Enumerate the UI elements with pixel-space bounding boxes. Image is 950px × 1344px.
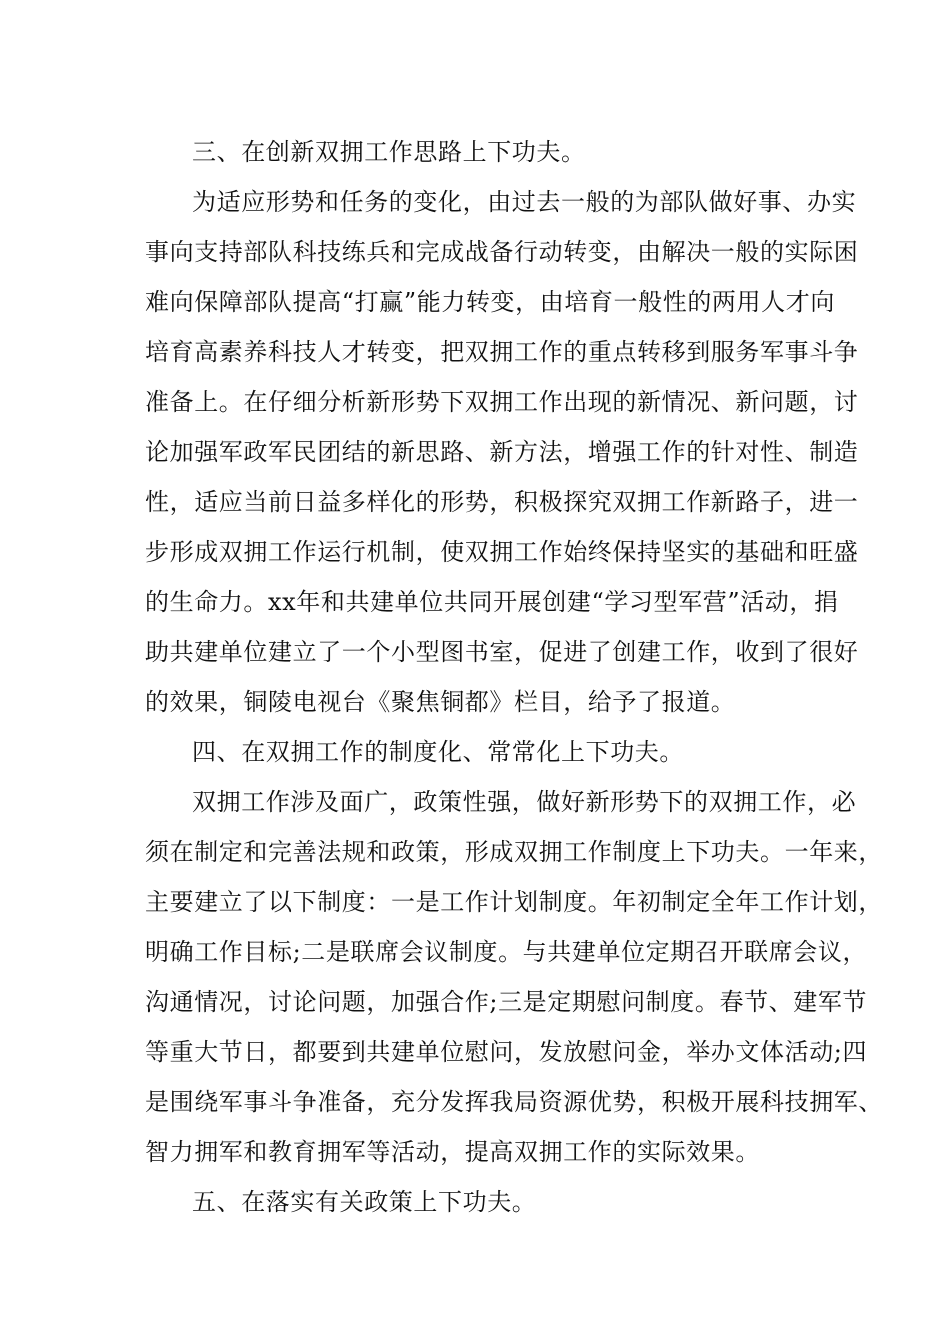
heading-section-4: 四、在双拥工作的制度化、常常化上下功夫。 [192, 738, 684, 766]
paragraph-line: 培育高素养科技人才转变，把双拥工作的重点转移到服务军事斗争 [145, 338, 859, 366]
paragraph-line: 须在制定和完善法规和政策，形成双拥工作制度上下功夫。一年来， [145, 838, 883, 866]
paragraph-line: 的生命力。xx年和共建单位共同开展创建“学习型军营”活动，捐 [145, 588, 839, 616]
paragraph-line: 双拥工作涉及面广，政策性强，做好新形势下的双拥工作，必 [192, 788, 857, 816]
paragraph-line: 沟通情况，讨论问题，加强合作;三是定期慰问制度。春节、建军节 [145, 988, 868, 1016]
heading-section-5: 五、在落实有关政策上下功夫。 [192, 1188, 537, 1216]
paragraph-line: 难向保障部队提高“打赢”能力转变，由培育一般性的两用人才向 [145, 288, 835, 316]
paragraph-line: 主要建立了以下制度：一是工作计划制度。年初制定全年工作计划， [145, 888, 883, 916]
paragraph-line: 论加强军政军民团结的新思路、新方法，增强工作的针对性、制造 [145, 438, 859, 466]
heading-section-3: 三、在创新双拥工作思路上下功夫。 [192, 138, 586, 166]
paragraph-line: 等重大节日，都要到共建单位慰问，发放慰问金，举办文体活动;四 [145, 1038, 868, 1066]
paragraph-line: 性，适应当前日益多样化的形势，积极探究双拥工作新路子，进一 [145, 488, 859, 516]
paragraph-line: 是围绕军事斗争准备，充分发挥我局资源优势，积极开展科技拥军、 [145, 1088, 883, 1116]
paragraph-line: 的效果，铜陵电视台《聚焦铜都》栏目，给予了报道。 [145, 688, 736, 716]
paragraph-line: 为适应形势和任务的变化，由过去一般的为部队做好事、办实 [192, 188, 857, 216]
paragraph-line: 智力拥军和教育拥军等活动，提高双拥工作的实际效果。 [145, 1138, 760, 1166]
paragraph-line: 步形成双拥工作运行机制，使双拥工作始终保持坚实的基础和旺盛 [145, 538, 859, 566]
paragraph-line: 事向支持部队科技练兵和完成战备行动转变，由解决一般的实际困 [145, 238, 859, 266]
paragraph-line: 准备上。在仔细分析新形势下双拥工作出现的新情况、新问题，讨 [145, 388, 859, 416]
paragraph-line: 助共建单位建立了一个小型图书室，促进了创建工作，收到了很好 [145, 638, 859, 666]
paragraph-line: 明确工作目标;二是联席会议制度。与共建单位定期召开联席会议， [145, 938, 868, 966]
